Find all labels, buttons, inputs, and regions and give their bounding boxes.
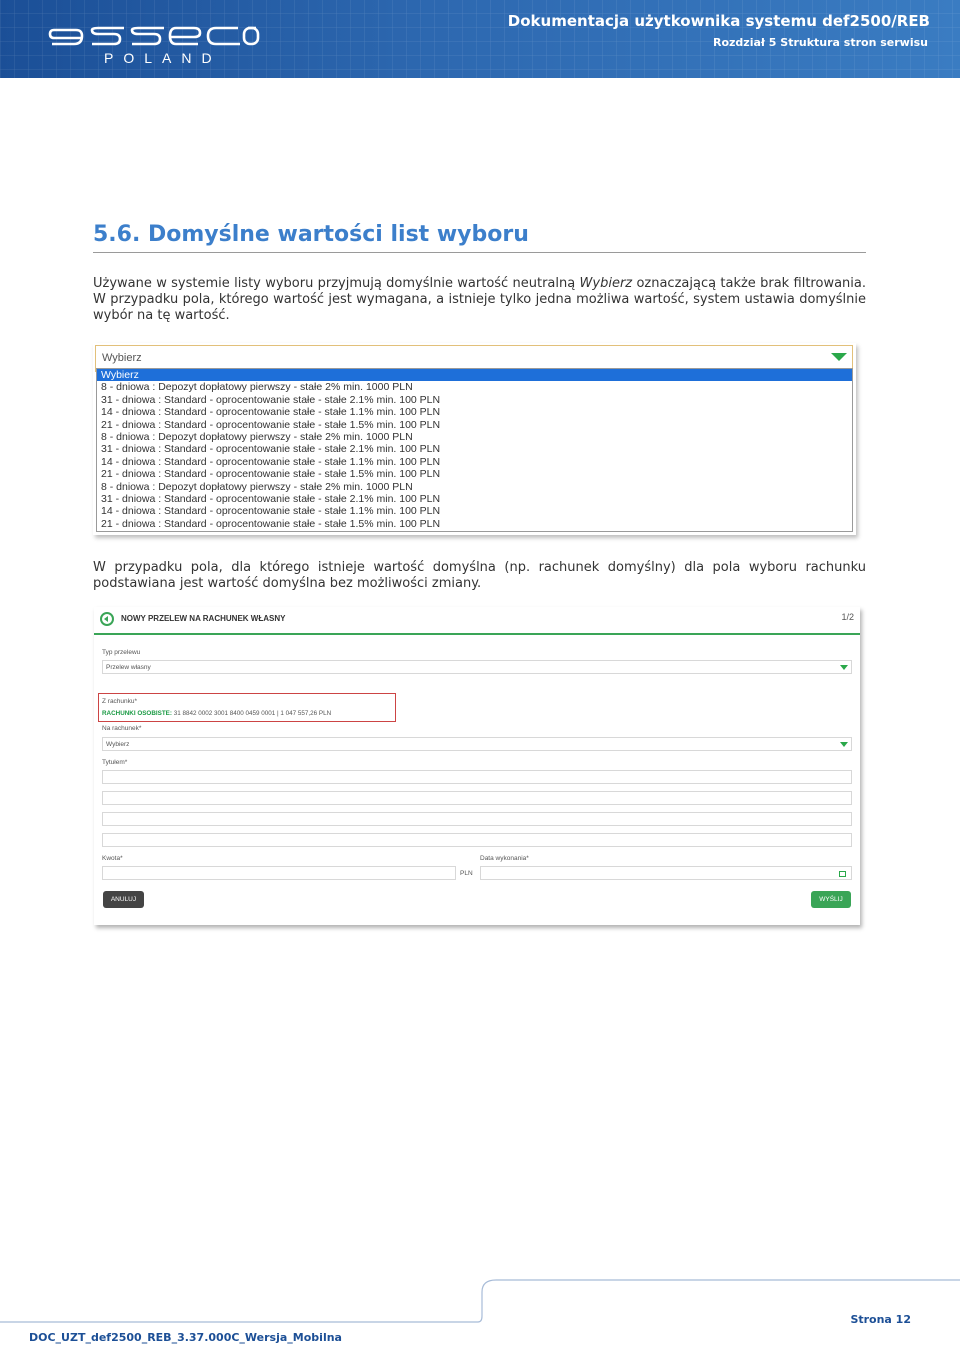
dropdown-option[interactable]: 21 - dniowa : Standard - oprocentowanie stałe - stałe 1.5% min. 100 PLN [101,418,441,431]
title-label: Tytułem* [102,759,128,766]
back-arrow-icon[interactable] [100,612,114,626]
intro-italic-term: Wybierz [579,276,633,291]
amount-input[interactable] [102,866,456,880]
page-number: Strona 12 [850,1313,911,1326]
dropdown-option[interactable]: 21 - dniowa : Standard - oprocentowanie stałe - stałe 1.5% min. 100 PLN [101,468,441,481]
title-line-3-input[interactable] [102,812,852,826]
default-value-paragraph: W przypadku pola, dla którego istnieje wartość domyślna (np. rachunek domyślny) dla pola wyboru rachunku podstawiana jest wartość domyślna bez możliwości zmiany. [93,560,866,591]
dropdown-option[interactable]: 31 - dniowa : Standard - oprocentowanie stałe - stałe 2.1% min. 100 PLN [101,443,441,456]
chapter-title: Rozdział 5 Struktura stron serwisu [712,36,928,49]
transfer-type-select[interactable] [102,660,852,674]
calendar-icon[interactable] [839,871,846,877]
dropdown-option[interactable]: 14 - dniowa : Standard - oprocentowanie stałe - stałe 1.1% min. 100 PLN [101,406,441,419]
intro-paragraph [93,276,866,324]
dropdown-option[interactable]: 31 - dniowa : Standard - oprocentowanie stałe - stałe 2.1% min. 100 PLN [101,393,441,406]
document-title: Dokumentacja użytkownika systemu def2500/REB [507,12,930,30]
intro-text-part2: oznaczającą także brak filtrowania. W przypadku pola, którego wartość jest wymagana, a istnieje tylko jedna możliwa wartość, system ustawia domyślnie wybór na tę wartość. [93,276,866,323]
amount-label: Kwota* [102,855,123,862]
dropdown-option[interactable]: 14 - dniowa : Standard - oprocentowanie stałe - stałe 1.1% min. 100 PLN [101,455,441,468]
footer-document-id: DOC_UZT_def2500_REB_3.37.000C_Wersja_Mobilna [29,1331,342,1344]
logo-subtitle: POLAND [104,50,222,66]
to-account-label: Na rachunek* [102,725,142,732]
chevron-down-icon[interactable] [831,353,847,361]
chevron-down-icon[interactable] [840,742,848,747]
title-line-1-input[interactable] [102,770,852,784]
section-divider [93,252,866,253]
dropdown-list [96,368,853,532]
step-indicator: 1/2 [841,612,854,622]
transfer-type-label: Typ przelewu [102,649,141,656]
select-value: Wybierz [102,352,142,364]
page-header [0,0,960,78]
from-account-number: 31 8842 0002 3001 8400 0459 0001 | 1 047 557,26 PLN [171,710,332,717]
dropdown-option[interactable]: Wybierz [97,369,852,381]
title-line-4-input[interactable] [102,833,852,847]
dropdown-screenshot [93,343,856,535]
dropdown-option[interactable]: 8 - dniowa : Depozyt dopłatowy pierwszy - stałe 2% min. 1000 PLN [101,381,413,394]
date-input[interactable] [480,866,852,880]
transfer-form-screenshot [94,607,860,925]
dropdown-option[interactable]: 31 - dniowa : Standard - oprocentowanie stałe - stałe 2.1% min. 100 PLN [101,492,441,505]
form-title: NOWY PRZELEW NA RACHUNEK WŁASNY [121,614,286,623]
dropdown-option[interactable]: 8 - dniowa : Depozyt dopłatowy pierwszy - stałe 2% min. 1000 PLN [101,480,413,493]
dropdown-option[interactable]: 14 - dniowa : Standard - oprocentowanie stałe - stałe 1.1% min. 100 PLN [101,505,441,518]
dropdown-option[interactable]: 21 - dniowa : Standard - oprocentowanie stałe - stałe 1.5% min. 100 PLN [101,517,441,530]
to-account-value: Wybierz [106,741,130,748]
from-account-label: Z rachunku* [102,698,138,705]
cancel-button[interactable]: ANULUJ [103,891,144,908]
from-account-value [102,710,331,717]
form-header [94,607,860,635]
section-heading: 5.6. Domyślne wartości list wyboru [93,222,529,247]
from-account-box [98,693,396,722]
date-label: Data wykonania* [480,855,529,862]
send-button[interactable]: WYŚLIJ [811,891,851,908]
from-account-name: RACHUNKI OSOBISTE: [102,710,172,717]
chevron-down-icon[interactable] [840,665,848,670]
intro-text-part1: Używane w systemie listy wyboru przyjmują domyślnie wartość neutralną [93,276,580,291]
currency-label: PLN [460,870,473,877]
to-account-select[interactable] [102,737,852,751]
transfer-type-value: Przelew własny [106,664,151,671]
title-line-2-input[interactable] [102,791,852,805]
dropdown-option[interactable]: 8 - dniowa : Depozyt dopłatowy pierwszy - stałe 2% min. 1000 PLN [101,430,413,443]
